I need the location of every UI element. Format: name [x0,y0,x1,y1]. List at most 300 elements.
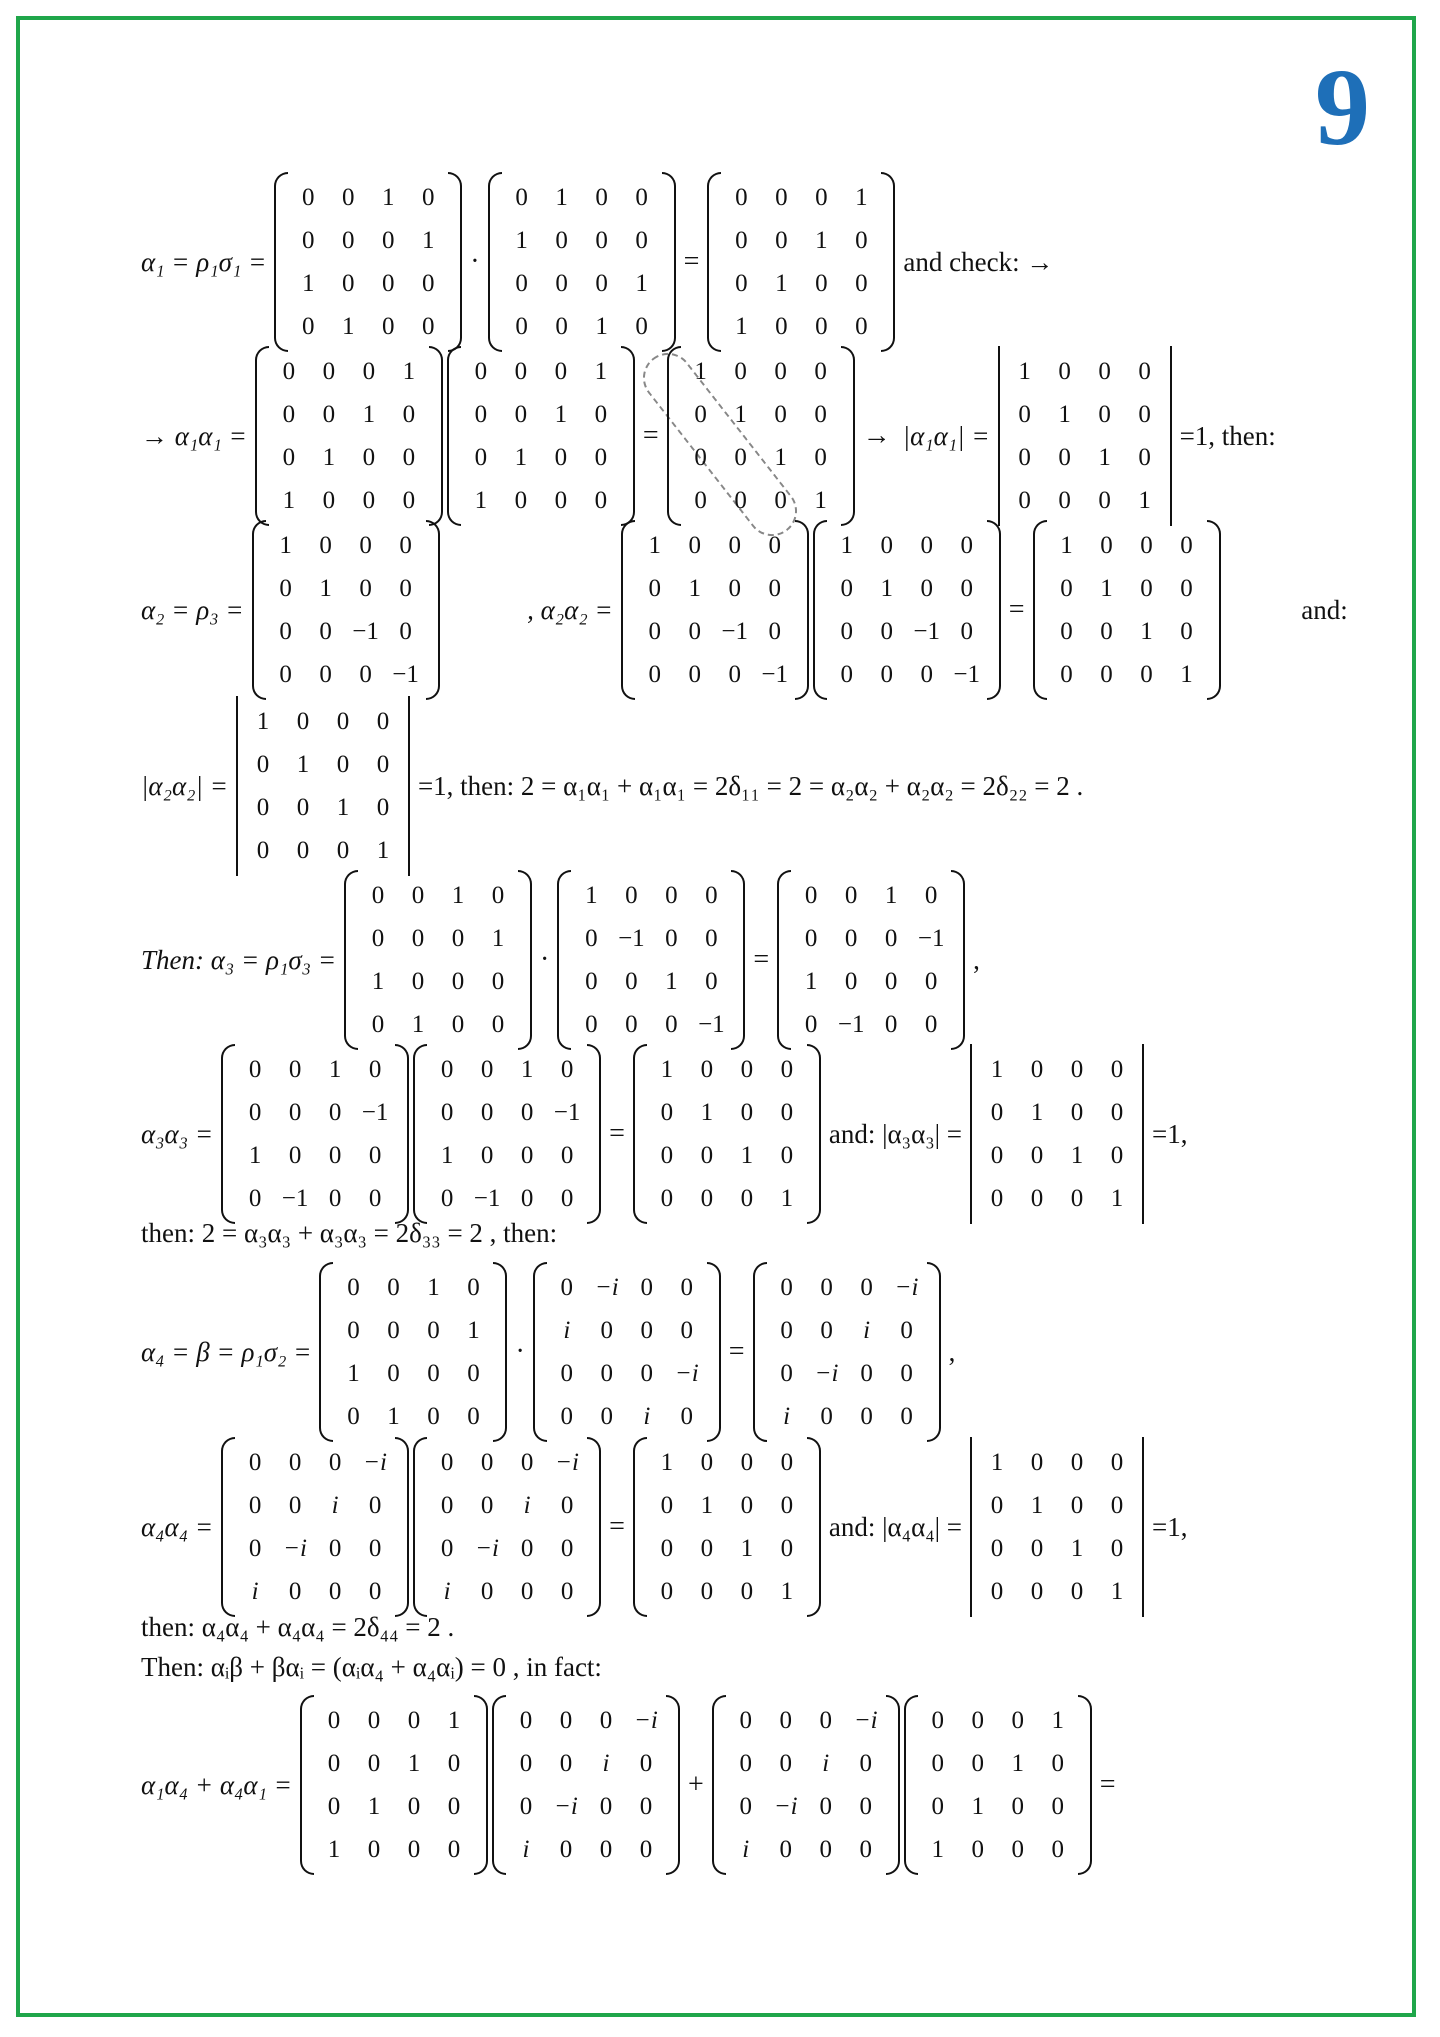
determinant [970,1437,1144,1617]
matrix-cell: 0 [700,1578,714,1605]
matrix-cell: 0 [804,882,818,909]
matrix-cell: 0 [665,1011,678,1038]
matrix [813,520,1001,700]
matrix-cell: 0 [560,1056,574,1083]
matrix-cell: 0 [739,1793,752,1820]
left-bracket [813,520,827,700]
left-bracket [274,172,288,352]
matrix-cell: 0 [780,1492,794,1519]
matrix-cell: 0 [288,1142,302,1169]
matrix-cell: 0 [327,1793,341,1820]
matrix-cell: 0 [960,575,973,602]
right-bracket [951,870,965,1050]
left-bracket [633,1437,647,1617]
operator: = [1099,1769,1116,1800]
matrix-cell: 0 [844,925,858,952]
matrix-cell: 1 [880,575,893,602]
equation-row [135,172,1059,352]
matrix-cell: 0 [467,1403,480,1430]
matrix-cell: 0 [990,1142,1004,1169]
matrix-cell: 0 [319,661,332,688]
left-bracket [777,870,791,1050]
matrix-cell: 0 [328,1449,342,1476]
matrix-cell: 0 [884,925,898,952]
matrix-cell: −i [674,1360,699,1387]
matrix-cell: 0 [780,1449,794,1476]
matrix-cell: 0 [474,444,488,471]
page-number: 9 [1315,46,1370,168]
left-bracket [970,1437,977,1617]
matrix-cell: 0 [774,358,787,385]
equation-label: , α₂α₂ = [527,594,613,625]
matrix-cell: 0 [639,1793,653,1820]
matrix-cell: 1 [1138,487,1151,514]
matrix-cell: 0 [680,1317,694,1344]
matrix-cell: 1 [371,968,385,995]
matrix-cell: 0 [520,1142,534,1169]
matrix-cell: 0 [480,1578,494,1605]
matrix-cell: 0 [322,358,336,385]
left-bracket [236,696,243,876]
matrix-cell: 1 [447,1707,461,1734]
right-bracket [881,172,895,352]
matrix-cell: 0 [288,1578,302,1605]
matrix-cell: 0 [599,1836,613,1863]
matrix-cell: 0 [1110,1492,1124,1519]
matrix-cell: 0 [1070,1056,1084,1083]
matrix-cell: 0 [1180,575,1193,602]
matrix-cell: 0 [700,1142,714,1169]
matrix-cell: 0 [1058,444,1071,471]
matrix-cell: 0 [407,1707,421,1734]
matrix-cell: 0 [884,1011,898,1038]
matrix-cell: 0 [1180,532,1193,559]
matrix-cell: 0 [440,1492,454,1519]
matrix-cell: 0 [560,1185,574,1212]
matrix-cell: 0 [560,1535,574,1562]
matrix-cell: 0 [519,1750,533,1777]
determinant [970,1044,1144,1224]
matrix-cell: i [863,1317,871,1344]
matrix-cell: 0 [660,1578,674,1605]
text: and check: → [903,246,1054,277]
matrix-cell: 1 [1110,1185,1124,1212]
matrix-cell: 0 [1070,1449,1084,1476]
matrix-cell: 0 [328,1185,342,1212]
matrix-cell: 0 [399,575,412,602]
matrix-cell: i [602,1750,610,1777]
left-bracket [998,346,1005,526]
matrix-cell: 0 [804,1011,818,1038]
matrix-cell: 0 [814,358,827,385]
matrix-cell: −i [475,1535,499,1562]
matrix-cell: 0 [1060,661,1073,688]
matrix-cell: −1 [761,661,788,688]
matrix-cell: 0 [594,444,608,471]
matrix-cell: 0 [559,1750,573,1777]
matrix-cell: 0 [480,1492,494,1519]
matrix-cell: 1 [248,1142,262,1169]
left-bracket [667,346,681,526]
matrix-cell: 0 [739,1750,752,1777]
matrix-cell: 0 [371,882,385,909]
matrix-cell: 0 [248,1056,262,1083]
matrix-cell: 0 [467,1274,480,1301]
matrix-cell: 0 [740,1492,754,1519]
matrix-cell: 0 [288,1056,302,1083]
matrix-cell: 0 [840,661,853,688]
matrix-cell: 0 [440,1056,454,1083]
matrix-cell: 0 [491,1011,505,1038]
matrix-cell: 0 [440,1099,454,1126]
right-bracket [1165,346,1172,526]
matrix [413,1044,601,1224]
matrix-cell: −i [634,1707,658,1734]
matrix-cell: 1 [700,1492,714,1519]
right-bracket [795,520,809,700]
matrix-cell: 0 [519,1707,533,1734]
matrix-cell: 0 [734,444,747,471]
matrix-cell: 0 [924,1011,938,1038]
left-bracket [621,520,635,700]
matrix-cell: i [443,1578,451,1605]
matrix-cell: 1 [520,1056,534,1083]
matrix-cell: 0 [775,227,788,254]
matrix-cell: 0 [256,837,270,864]
matrix-cell: −1 [352,618,379,645]
right-bracket [1137,1044,1144,1224]
right-bracket [666,1695,680,1875]
matrix-cell: 0 [639,1750,653,1777]
matrix-cell: 0 [688,661,701,688]
text [1223,595,1296,626]
matrix-cell: −i [853,1707,878,1734]
matrix-cell: 0 [514,401,528,428]
matrix-cell: 0 [1100,532,1113,559]
matrix-cell: −1 [917,925,945,952]
matrix-cell: 0 [728,575,741,602]
equation-label: α₁α₄ + α₄α₁ = [141,1769,292,1800]
matrix-cell: 0 [359,661,372,688]
matrix-cell: 1 [440,1142,454,1169]
matrix-cell: 0 [322,487,336,514]
matrix-cell: 0 [1030,1185,1044,1212]
left-bracket [447,346,461,526]
operator: = [728,1336,745,1367]
matrix-cell: 0 [411,925,425,952]
matrix-cell: 0 [327,1750,341,1777]
matrix-cell: 0 [347,1274,360,1301]
matrix-cell: 0 [1011,1793,1024,1820]
matrix-cell: 1 [474,487,488,514]
matrix-cell: 1 [665,968,678,995]
left-bracket [753,1262,767,1442]
matrix-cell: 0 [1060,618,1073,645]
matrix-cell: i [742,1836,750,1863]
matrix-cell: 1 [1100,575,1113,602]
matrix-cell: 0 [1018,487,1031,514]
matrix-cell: 0 [780,1317,793,1344]
determinant [998,346,1172,526]
matrix-cell: 1 [1011,1750,1024,1777]
matrix-cell: 0 [402,487,416,514]
matrix-cell: 0 [302,227,315,254]
matrix-cell: 0 [560,1360,574,1387]
matrix-cell: 0 [599,1793,613,1820]
matrix [488,172,676,352]
matrix-cell: i [251,1578,259,1605]
left-bracket [712,1695,726,1875]
matrix-cell: 0 [820,1317,833,1344]
matrix-cell: 0 [705,968,718,995]
right-bracket [518,870,532,1050]
matrix-cell: 0 [700,1185,714,1212]
matrix-cell: 0 [555,227,568,254]
matrix-cell: 0 [600,1360,614,1387]
matrix-cell: 0 [447,1750,461,1777]
matrix-cell: 0 [1060,575,1073,602]
matrix-cell: 0 [480,1449,494,1476]
matrix-cell: 0 [740,1056,754,1083]
matrix-cell: 0 [780,1142,794,1169]
matrix-cell: 0 [700,1535,714,1562]
matrix-cell: 0 [880,661,893,688]
matrix-cell: 0 [336,708,350,735]
matrix-cell: 0 [680,1403,694,1430]
matrix-cell: 0 [480,1142,494,1169]
right-bracket [1137,1437,1144,1617]
matrix-cell: 0 [931,1793,944,1820]
matrix-cell: 1 [1180,661,1193,688]
matrix-cell: 0 [1180,618,1193,645]
matrix-cell: 1 [1098,444,1111,471]
matrix-cell: 0 [585,925,598,952]
matrix-cell: 0 [382,227,395,254]
equation-label: |α₂α₂| = [141,770,228,801]
matrix-cell: 0 [328,1578,342,1605]
matrix-cell: −1 [913,618,940,645]
matrix [413,1437,601,1617]
matrix-cell: 0 [327,1707,341,1734]
matrix-cell: 0 [819,1793,832,1820]
matrix-cell: −i [554,1793,578,1820]
matrix-cell: 0 [440,1535,454,1562]
matrix-cell: 1 [1070,1535,1084,1562]
matrix-cell: 1 [774,444,787,471]
matrix [707,172,895,352]
matrix-cell: 0 [900,1360,913,1387]
matrix-cell: i [522,1836,530,1863]
matrix-cell: 0 [520,1578,534,1605]
matrix [633,1044,821,1224]
matrix [319,1262,507,1442]
matrix-cell: 1 [594,358,608,385]
matrix-cell: 0 [342,184,355,211]
matrix-cell: 1 [1140,618,1153,645]
text: and: |α₃α₃| = [828,1118,963,1149]
matrix-cell: 0 [362,358,376,385]
matrix-cell: 0 [740,1099,754,1126]
matrix-cell: 0 [820,1403,833,1430]
matrix-cell: 1 [990,1056,1004,1083]
matrix-cell: 0 [336,837,350,864]
matrix-cell: 0 [407,1793,421,1820]
left-bracket [970,1044,977,1224]
matrix-cell: −1 [281,1185,309,1212]
matrix-cell: 1 [735,313,748,340]
matrix-cell: 0 [660,1492,674,1519]
matrix-cell: 0 [296,794,310,821]
matrix-cell: 0 [407,1836,421,1863]
matrix-cell: 0 [440,1449,454,1476]
matrix-cell: 0 [1051,1836,1064,1863]
matrix-cell: 0 [774,401,787,428]
matrix-cell: 0 [815,270,828,297]
right-bracket [927,1262,941,1442]
matrix-cell: 0 [422,313,435,340]
matrix-cell: 1 [775,270,788,297]
matrix-cell: 0 [467,1360,480,1387]
matrix-cell: 0 [768,575,781,602]
matrix-cell: 0 [1140,661,1153,688]
matrix-cell: 0 [1098,487,1111,514]
matrix-cell: 1 [1060,532,1073,559]
matrix-cell: 0 [387,1360,400,1387]
left-bracket [488,172,502,352]
matrix-cell: 0 [359,532,372,559]
matrix-cell: 0 [960,618,973,645]
matrix-cell: 0 [595,184,608,211]
equation-row [135,1262,961,1442]
matrix-cell: 0 [728,532,741,559]
matrix-cell: i [563,1317,571,1344]
matrix-cell: 0 [514,358,528,385]
matrix-cell: 1 [814,487,827,514]
matrix-cell: 0 [279,661,292,688]
matrix-cell: 0 [559,1836,573,1863]
matrix-cell: 0 [648,661,661,688]
matrix-cell: 0 [1070,1492,1084,1519]
matrix-cell: 0 [814,401,827,428]
matrix-cell: −1 [473,1185,501,1212]
text: =1, [1152,1511,1188,1542]
matrix-cell: i [523,1492,531,1519]
matrix-cell: 0 [625,882,638,909]
matrix-cell: −1 [721,618,748,645]
matrix-cell: 0 [520,1099,534,1126]
matrix-cell: 0 [694,401,707,428]
equation-row [135,1044,1194,1224]
matrix-cell: 0 [635,313,648,340]
matrix-cell: 1 [342,313,355,340]
matrix-cell: 0 [1110,1056,1124,1083]
matrix-cell: 0 [1030,1449,1044,1476]
matrix-cell: 0 [279,618,292,645]
matrix-cell: 0 [1018,401,1031,428]
equation-row [135,1612,460,1643]
matrix-cell: 1 [884,882,898,909]
matrix-cell: 0 [844,882,858,909]
matrix-cell: 0 [859,1750,872,1777]
operator: = [683,246,700,277]
matrix-cell: 1 [491,925,505,952]
matrix-cell: −i [773,1793,798,1820]
matrix-cell: 1 [595,313,608,340]
matrix-cell: 1 [1030,1099,1044,1126]
matrix-cell: 0 [368,1056,382,1083]
matrix-cell: 0 [447,1793,461,1820]
matrix-cell: 0 [740,1449,754,1476]
left-bracket [413,1044,427,1224]
matrix-cell: 0 [660,1099,674,1126]
right-bracket [886,1695,900,1875]
matrix-cell: 0 [1058,487,1071,514]
matrix-cell: 0 [367,1750,381,1777]
matrix-cell: 0 [700,1449,714,1476]
matrix-cell: 0 [367,1707,381,1734]
equation-label: Then: α₃ = ρ₁σ₃ = [141,944,337,975]
text: Then: αᵢβ + βαᵢ = (αᵢα₄ + α₄αᵢ) = 0 , in fact: [141,1652,602,1682]
operator: = [609,1118,625,1149]
right-bracket [731,870,745,1050]
matrix-cell: 0 [1070,1099,1084,1126]
matrix-cell: 1 [322,444,336,471]
equation-label: → α₁α₁ = [141,420,247,451]
matrix-cell: 0 [640,1317,654,1344]
matrix-cell: 0 [515,313,528,340]
matrix-cell: 0 [399,618,412,645]
matrix-cell: 1 [660,1056,674,1083]
matrix [221,1437,409,1617]
matrix-cell: 0 [595,270,608,297]
equation-label: α₃α₃ = [141,1118,214,1149]
matrix-cell: 0 [600,1403,614,1430]
matrix-cell: 0 [302,184,315,211]
matrix-cell: 0 [639,1836,653,1863]
equation-row [135,346,1282,526]
matrix-cell: 0 [322,401,336,428]
determinant [236,696,410,876]
left-bracket [492,1695,506,1875]
matrix-cell: 0 [860,1403,873,1430]
matrix-cell: 0 [474,358,488,385]
matrix-cell: 0 [735,227,748,254]
matrix-cell: 1 [700,1099,714,1126]
matrix-cell: 1 [279,532,292,559]
matrix-cell: 0 [256,751,270,778]
matrix-cell: 0 [288,1449,302,1476]
matrix-cell: 0 [990,1578,1004,1605]
matrix-cell: 0 [625,1011,638,1038]
operator: + [687,1769,704,1800]
matrix-cell: 1 [931,1836,944,1863]
matrix-cell: 0 [1011,1836,1024,1863]
matrix [533,1262,721,1442]
matrix-cell: 0 [665,925,678,952]
matrix-cell: 0 [735,270,748,297]
matrix-cell: 0 [739,1707,752,1734]
matrix-cell: 0 [1138,358,1151,385]
matrix-cell: 0 [600,1317,614,1344]
matrix-cell: 0 [342,227,355,254]
matrix-cell: 0 [814,444,827,471]
text: , [948,1336,956,1367]
matrix-cell: 0 [688,532,701,559]
matrix-cell: 0 [342,270,355,297]
matrix-cell: 0 [376,751,390,778]
matrix-cell: 0 [387,1317,400,1344]
text: and: |α₄α₄| = [828,1511,963,1542]
